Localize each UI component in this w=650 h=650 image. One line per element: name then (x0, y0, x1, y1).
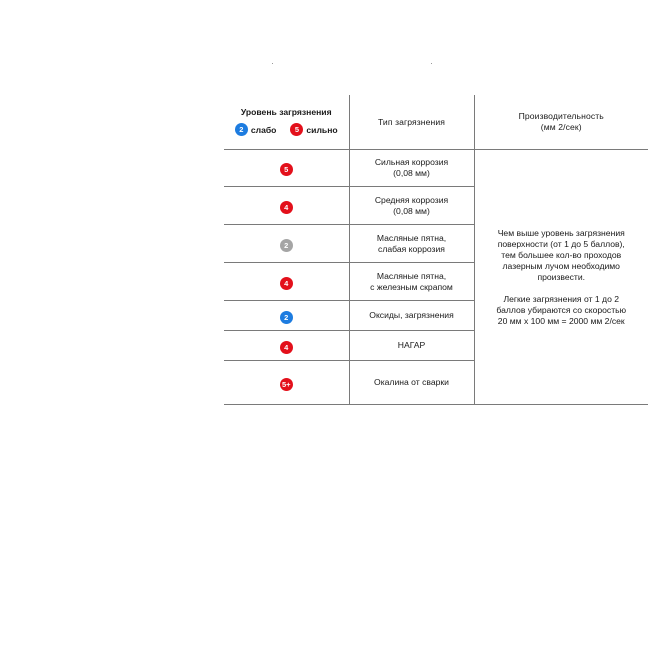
table-row (224, 150, 648, 187)
level-header (224, 95, 349, 150)
level-badge-icon: 5 (290, 123, 303, 136)
type-line: НАГАР (397, 340, 426, 350)
type-cell (349, 150, 474, 187)
legend-weak-label: слабо (250, 124, 277, 135)
level-cell (224, 331, 349, 361)
type-line: Оксиды, загрязнения (369, 310, 454, 320)
performance-text-line: поверхности (от 1 до 5 баллов), (497, 238, 625, 249)
level-badge-icon: 5+ (280, 378, 293, 391)
legend-weak (235, 123, 277, 136)
performance-header-title: Производительность (518, 111, 604, 121)
performance-text-line: Чем выше уровень загрязнения (497, 227, 625, 238)
performance-text-line: лазерным лучом необходимо (502, 260, 620, 271)
type-cell (349, 331, 474, 361)
performance-text-line: баллов убираются со скоростью (496, 304, 627, 315)
type-cell (349, 225, 474, 263)
performance-text-line: 20 мм х 100 мм = 2000 мм 2/сек (497, 315, 625, 326)
type-line: Сильная коррозия (374, 157, 449, 167)
level-badge-icon: 5 (280, 163, 293, 176)
performance-header (474, 95, 648, 150)
type-line: Масляные пятна, (376, 270, 447, 281)
type-cell (349, 263, 474, 301)
type-line: (0,08 мм) (393, 168, 430, 178)
type-cell (349, 301, 474, 331)
type-line: Средняя коррозия (374, 194, 449, 205)
level-badge-icon: 2 (235, 123, 248, 136)
level-badge-icon: 4 (280, 341, 293, 354)
legend (224, 123, 349, 136)
level-cell (224, 225, 349, 263)
level-cell (224, 187, 349, 225)
level-cell (224, 150, 349, 187)
legend-strong (290, 123, 337, 136)
type-cell (349, 187, 474, 225)
type-header (349, 95, 474, 150)
level-badge-icon: 4 (280, 277, 293, 290)
type-line: слабая коррозия (378, 243, 445, 254)
performance-text-line: тем большее кол-во проходов (501, 249, 622, 260)
artifact-dot (272, 63, 273, 64)
level-cell (224, 263, 349, 301)
level-cell (224, 301, 349, 331)
legend-strong-label: сильно (306, 124, 338, 135)
artifact-dot (431, 63, 432, 64)
table-header-row (224, 95, 648, 150)
type-header-title: Тип загрязнения (377, 116, 446, 127)
level-header-title: Уровень загрязнения (240, 107, 332, 117)
level-badge-icon: 2 (280, 311, 293, 324)
type-line: Окалина от сварки (374, 377, 449, 387)
type-line: с железным скрапом (370, 281, 453, 292)
type-line: (0,08 мм) (393, 205, 430, 216)
contamination-table (224, 95, 648, 405)
performance-text-line: Легкие загрязнения от 1 до 2 (503, 293, 620, 304)
level-cell (224, 361, 349, 405)
performance-header-unit: (мм 2/сек) (540, 122, 582, 132)
performance-text-line: произвести. (537, 271, 586, 282)
type-line: Масляные пятна, (376, 232, 447, 243)
type-cell (349, 361, 474, 405)
level-badge-icon: 4 (280, 201, 293, 214)
performance-cell (474, 150, 648, 405)
level-badge-icon: 2 (280, 239, 293, 252)
